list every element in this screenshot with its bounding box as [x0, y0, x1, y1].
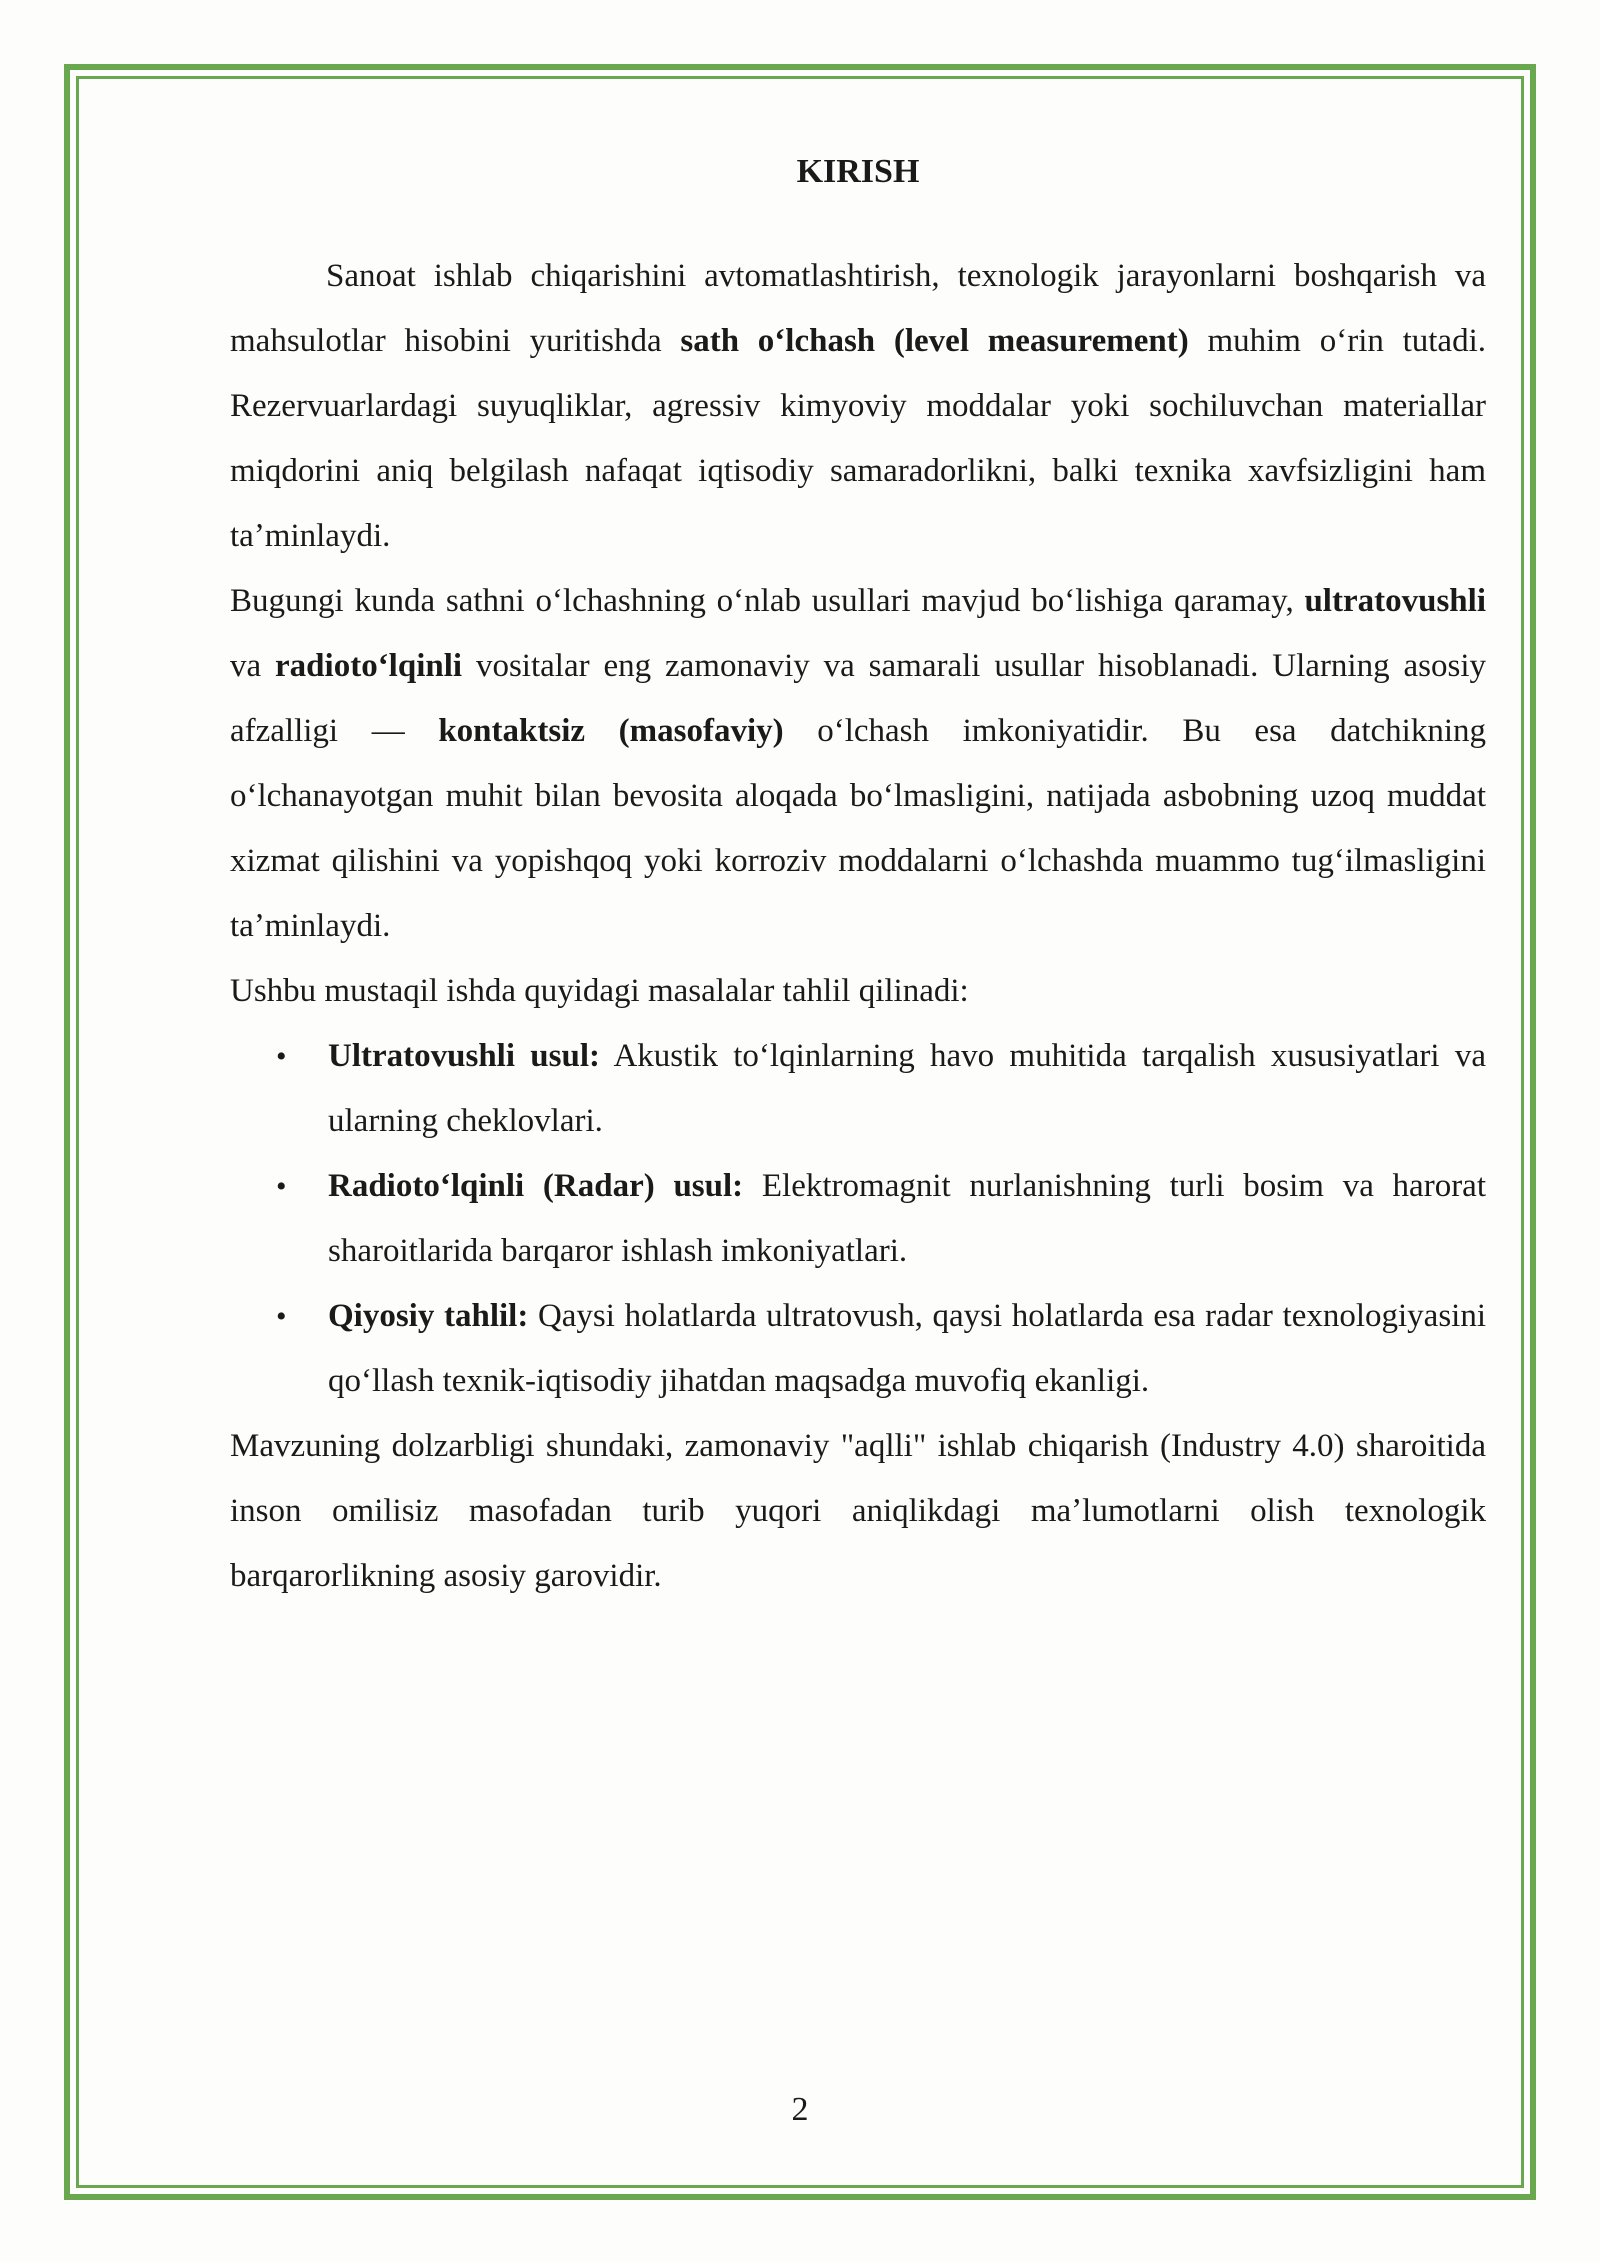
paragraph-methods — [230, 569, 1486, 959]
list-item-text: Akustik toʻlqinlarning havo muhitida tarqalish xususiyatlari va ularning cheklovlari. — [328, 1038, 1486, 1139]
text-run: va — [230, 648, 276, 684]
list-item-title: Radiotoʻlqinli (Radar) usul: — [328, 1168, 744, 1204]
text-run: Bugungi kunda sathni oʻlchashning oʻnlab usullari mavjud boʻlishiga qaramay, — [230, 583, 1305, 619]
bullet-icon: • — [276, 1170, 287, 1203]
bold-term: kontaktsiz (masofaviy) — [438, 713, 784, 749]
bold-term: sath oʻlchash (level measurement) — [680, 323, 1189, 359]
page-number: 2 — [791, 2091, 809, 2128]
text-run: vositalar eng zamonaviy va samarali usullar hisoblanadi. Ularning asosiy afzalligi — — [230, 648, 1486, 749]
paragraph-intro — [230, 244, 1486, 569]
page-content — [230, 140, 1486, 1609]
bullet-icon: • — [276, 1040, 287, 1073]
bold-term: radiotoʻlqinli — [275, 648, 463, 684]
paragraph-tasks-intro: Ushbu mustaqil ishda quyidagi masalalar tahlil qilinadi: — [230, 973, 969, 1009]
list-item-title: Qiyosiy tahlil: — [328, 1298, 529, 1334]
list-item — [276, 1024, 1486, 1154]
text-run: muhim oʻrin tutadi. Rezervuarlardagi suyuqliklar, agressiv kimyoviy moddalar yoki sochiluvchan materiallar miqdorini aniq belgilash nafaqat iqtisodiy samaradorlikni, balki texnika xavfsizligini ham taʼminlaydi. — [230, 323, 1487, 554]
section-heading: KIRISH — [796, 153, 920, 190]
task-list — [230, 1024, 1486, 1414]
list-item — [276, 1284, 1487, 1414]
list-item-text: Elektromagnit nurlanishning turli bosim va harorat sharoitlarida barqaror ishlash imkoniyatlari. — [328, 1168, 1487, 1269]
list-item — [276, 1154, 1487, 1284]
bold-term: ultratovushli — [1304, 583, 1486, 619]
list-item-text: Qaysi holatlarda ultratovush, qaysi holatlarda esa radar texnologiyasini qoʻllash texnik-iqtisodiy jihatdan maqsadga muvofiq ekanligi. — [328, 1298, 1487, 1399]
bullet-icon: • — [276, 1300, 287, 1333]
paragraph-relevance: Mavzuning dolzarbligi shundaki, zamonaviy "aqlli" ishlab chiqarish (Industry 4.0) sharoitida inson omilisiz masofadan turib yuqori aniqlikdagi maʼlumotlarni olish texnologik barqarorlikning asosiy garovidir. — [230, 1428, 1486, 1594]
list-item-title: Ultratovushli usul: — [328, 1038, 600, 1074]
text-run: Sanoat ishlab chiqarishini avtomatlashtirish, texnologik jarayonlarni boshqarish va mahsulotlar hisobini yuritishda — [230, 258, 1486, 359]
text-run: oʻlchash imkoniyatidir. Bu esa datchikning oʻlchanayotgan muhit bilan bevosita aloqada boʻlmasligini, natijada asbobning uzoq muddat xizmat qilishini va yopishqoq yoki korroziv moddalarni oʻlchashda muammo tugʻilmasligini taʼminlaydi. — [230, 713, 1486, 944]
